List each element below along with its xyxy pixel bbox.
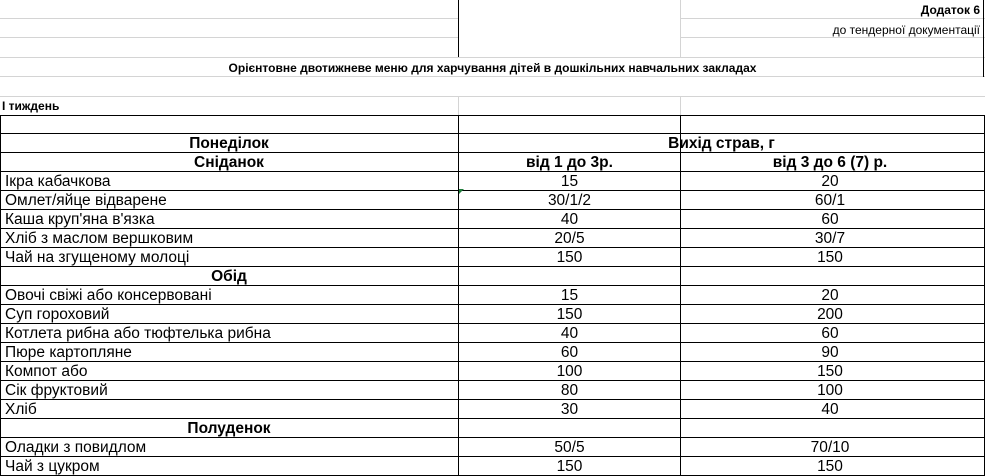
table-row [0, 362, 985, 381]
portion-age1: 40 [560, 325, 579, 342]
table-row [0, 229, 985, 248]
gridline [680, 18, 985, 19]
table-row [0, 438, 985, 457]
portion-age2: 60 [821, 211, 839, 228]
portion-age1: 15 [560, 287, 579, 304]
portion-age2: 60/1 [814, 192, 846, 209]
gridline [0, 76, 985, 77]
table-row [0, 457, 985, 476]
age-column-header: від 1 до 3р. [526, 154, 613, 171]
gridline [0, 18, 458, 19]
day-label: Понеділок [189, 135, 269, 152]
section-row [0, 267, 985, 286]
portion-age2: 70/10 [810, 439, 850, 456]
portion-age1: 40 [560, 211, 579, 228]
section-row [0, 419, 985, 438]
portion-age2: 150 [817, 363, 843, 380]
portion-age1: 150 [556, 249, 583, 266]
dish-name: Суп гороховий [5, 306, 110, 323]
gridline [680, 96, 681, 116]
dish-name: Чай з цукром [5, 458, 100, 475]
section-label: Обід [211, 268, 247, 285]
week-label: І тиждень [2, 99, 60, 113]
portion-age1: 30/1/2 [547, 192, 592, 209]
table-row [0, 343, 985, 362]
dish-name: Пюре картопляне [5, 344, 132, 361]
gridline [0, 96, 985, 97]
portion-age1: 20/5 [554, 230, 585, 247]
portion-age1: 60 [560, 344, 579, 361]
portion-age1: 80 [560, 382, 579, 399]
portion-age2: 90 [821, 344, 839, 361]
portion-age1: 100 [556, 363, 583, 380]
portion-age2: 20 [821, 287, 839, 304]
dish-name: Хліб [5, 401, 37, 418]
gridline [680, 0, 681, 57]
portion-age1: 50/5 [554, 439, 585, 456]
age-column-header: від 3 до 6 (7) р. [772, 154, 888, 171]
table-row [0, 400, 985, 419]
portion-age2: 20 [821, 173, 839, 190]
table-row [0, 210, 985, 229]
annex-subtitle: до тендерної документації [832, 23, 980, 37]
gridline [0, 57, 985, 58]
dish-name: Ікра кабачкова [5, 173, 111, 190]
table-header-row [0, 134, 985, 153]
portion-age1: 15 [560, 173, 579, 190]
output-label: Вихід страв, г [668, 135, 775, 152]
table-row [0, 286, 985, 305]
dish-name: Омлет/яйце відварене [5, 192, 167, 209]
portion-age1: 30 [560, 401, 579, 418]
portion-age2: 60 [821, 325, 839, 342]
table-border-top [0, 115, 985, 116]
table-row [0, 191, 985, 210]
document-title: Орієнтовне двотижневе меню для харчування дітей в дошкільних навчальних закладах [228, 61, 757, 75]
table-row [0, 324, 985, 343]
portion-age1: 150 [556, 306, 583, 323]
dish-name: Компот або [5, 363, 88, 380]
table-row [0, 248, 985, 267]
section-row-breakfast [0, 153, 985, 172]
table-row [0, 381, 985, 400]
annex-label: Додаток 6 [920, 3, 980, 17]
gridline [680, 37, 985, 38]
section-label: Полуденок [187, 420, 271, 437]
portion-age2: 150 [817, 458, 843, 475]
portion-age2: 200 [817, 306, 843, 323]
portion-age2: 40 [821, 401, 839, 418]
dish-name: Хліб з маслом вершковим [5, 230, 194, 247]
gridline [0, 37, 458, 38]
dish-name: Овочі свіжі або консервовані [5, 287, 212, 304]
table-row [0, 305, 985, 324]
dish-name: Каша круп'яна в'язка [5, 211, 155, 228]
dish-name: Оладки з повидлом [5, 439, 147, 456]
portion-age2: 100 [817, 382, 843, 399]
comment-marker [459, 189, 464, 194]
portion-age2: 150 [817, 249, 843, 266]
dish-name: Чай на згущеному молоці [5, 249, 190, 266]
gridline [458, 96, 459, 116]
border [458, 0, 459, 57]
table-row [0, 172, 985, 191]
section-label: Сніданок [194, 154, 264, 171]
dish-name: Котлета рибна або тюфтелька рибна [5, 325, 271, 342]
dish-name: Сік фруктовий [5, 382, 108, 399]
portion-age1: 150 [556, 458, 583, 475]
portion-age2: 30/7 [814, 230, 846, 247]
